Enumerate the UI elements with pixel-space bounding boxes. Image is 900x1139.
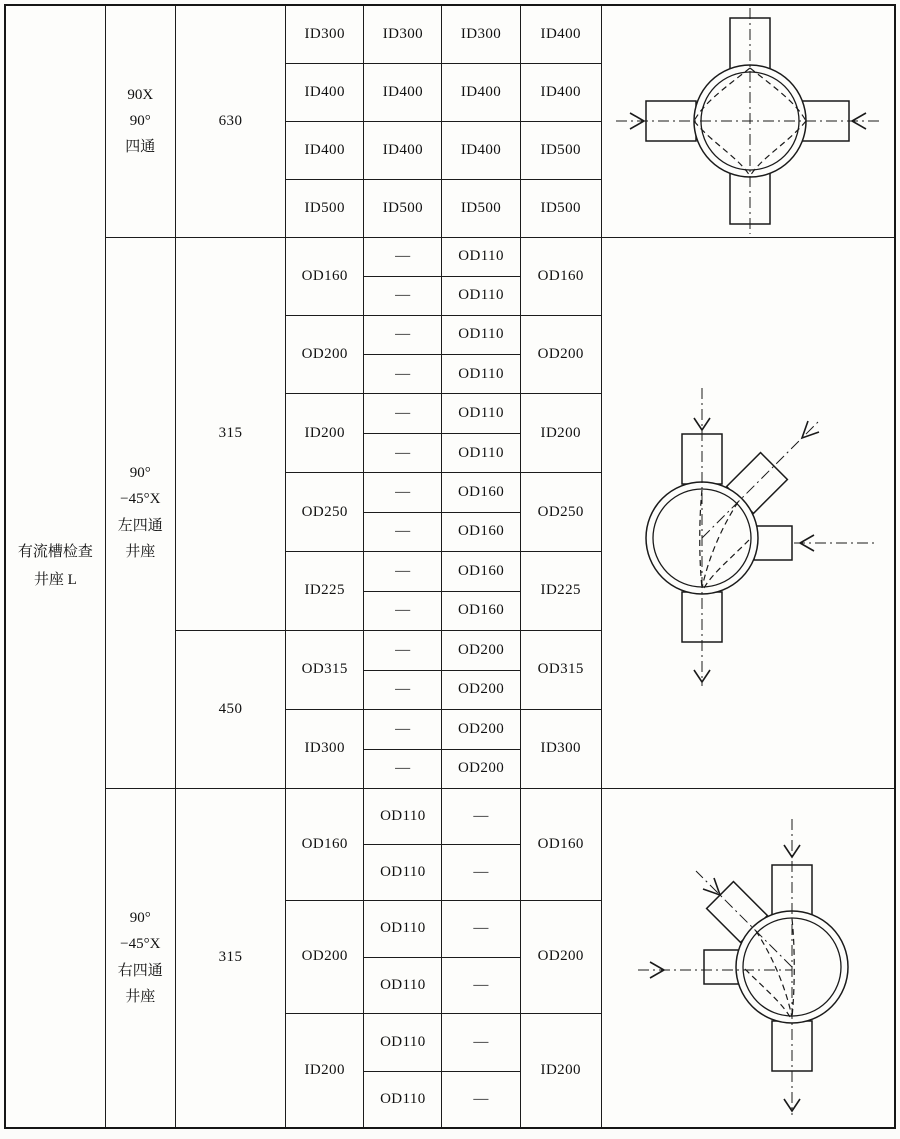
type-line: 90° bbox=[129, 113, 151, 130]
row-header-label bbox=[5, 5, 105, 1128]
blank-cell: — bbox=[364, 434, 442, 473]
right-four-way-diagram bbox=[602, 789, 894, 1127]
pipe-cell: ID300 bbox=[442, 5, 520, 63]
outlet-pipe-cell: ID200 bbox=[520, 1014, 601, 1128]
branch-pipe-cell: OD110 bbox=[442, 276, 520, 315]
type-line: 井座 bbox=[125, 543, 156, 560]
blank-cell: — bbox=[364, 591, 442, 630]
branch-pipe-cell: OD110 bbox=[442, 315, 520, 355]
blank-cell: — bbox=[364, 315, 442, 355]
type-line: 右四通 bbox=[117, 962, 163, 979]
main-pipe-cell: OD160 bbox=[286, 237, 364, 315]
branch-pipe-cell: OD110 bbox=[442, 237, 520, 276]
pipe-cell: ID400 bbox=[442, 63, 520, 121]
pipe-cell: ID400 bbox=[520, 5, 601, 63]
diagram-cell-right-four-way bbox=[601, 788, 895, 1128]
outlet-pipe-cell: OD200 bbox=[520, 315, 601, 394]
row-header-line2: 井座 L bbox=[33, 572, 77, 589]
type-line: 左四通 bbox=[117, 517, 163, 534]
outlet-pipe-cell: OD160 bbox=[520, 237, 601, 315]
outlet-pipe-cell: OD315 bbox=[520, 630, 601, 709]
type-line: 90° bbox=[129, 910, 151, 926]
chamber-base-spec-table bbox=[4, 4, 896, 1129]
blank-cell: — bbox=[364, 512, 442, 551]
pipe-cell: ID500 bbox=[442, 179, 520, 237]
type-line: −45°X bbox=[120, 936, 161, 953]
type-line: 井座 bbox=[125, 988, 156, 1005]
blank-cell: — bbox=[442, 958, 520, 1014]
branch-pipe-cell: OD110 bbox=[442, 394, 520, 434]
blank-cell: — bbox=[442, 844, 520, 900]
type-cell-cross bbox=[105, 5, 175, 237]
pipe-cell: ID500 bbox=[520, 121, 601, 179]
type-line: 90° bbox=[129, 465, 151, 481]
main-pipe-cell: OD200 bbox=[286, 900, 364, 1014]
main-pipe-cell: ID300 bbox=[286, 709, 364, 788]
table-row bbox=[5, 788, 895, 844]
blank-cell: — bbox=[364, 473, 442, 513]
branch-pipe-cell: OD110 bbox=[364, 844, 442, 900]
main-pipe-cell: ID225 bbox=[286, 551, 364, 630]
branch-pipe-cell: OD160 bbox=[442, 591, 520, 630]
cross-four-way-diagram-icon bbox=[602, 6, 893, 236]
pipe-cell: ID500 bbox=[286, 179, 364, 237]
type-cell-left-four-way bbox=[105, 237, 175, 788]
blank-cell: — bbox=[364, 276, 442, 315]
left-four-way-diagram bbox=[602, 238, 894, 788]
diagram-cell-cross-four-way bbox=[601, 5, 895, 237]
branch-pipe-cell: OD160 bbox=[442, 473, 520, 513]
blank-cell: — bbox=[442, 1014, 520, 1072]
type-cell-right-four-way bbox=[105, 788, 175, 1128]
branch-pipe-cell: OD160 bbox=[442, 512, 520, 551]
blank-cell: — bbox=[364, 630, 442, 670]
blank-cell: — bbox=[364, 551, 442, 591]
branch-pipe-cell: OD200 bbox=[442, 749, 520, 788]
pipe-cell: ID400 bbox=[520, 63, 601, 121]
branch-pipe-cell: OD200 bbox=[442, 670, 520, 709]
blank-cell: — bbox=[364, 749, 442, 788]
outlet-pipe-cell: OD160 bbox=[520, 788, 601, 900]
outlet-pipe-cell: OD200 bbox=[520, 900, 601, 1014]
pipe-cell: ID300 bbox=[286, 5, 364, 63]
main-pipe-cell: ID200 bbox=[286, 394, 364, 473]
main-pipe-cell: OD160 bbox=[286, 788, 364, 900]
type-line: 四通 bbox=[125, 139, 156, 156]
blank-cell: — bbox=[364, 237, 442, 276]
right-four-way-diagram-icon bbox=[602, 789, 893, 1127]
outlet-pipe-cell: ID300 bbox=[520, 709, 601, 788]
row-header-line1: 有流槽检查 bbox=[17, 543, 93, 560]
blank-cell: — bbox=[364, 355, 442, 394]
pipe-cell: ID500 bbox=[520, 179, 601, 237]
table-row bbox=[5, 237, 895, 276]
branch-pipe-cell: OD110 bbox=[364, 900, 442, 958]
size-cell: 450 bbox=[175, 630, 285, 788]
table-row bbox=[5, 5, 895, 63]
size-cell: 315 bbox=[175, 237, 285, 630]
branch-pipe-cell: OD110 bbox=[442, 434, 520, 473]
pipe-cell: ID300 bbox=[364, 5, 442, 63]
blank-cell: — bbox=[442, 900, 520, 958]
branch-pipe-cell: OD160 bbox=[442, 551, 520, 591]
blank-cell: — bbox=[364, 394, 442, 434]
pipe-cell: ID400 bbox=[286, 63, 364, 121]
cross-four-way-diagram bbox=[602, 6, 894, 236]
size-cell: 630 bbox=[175, 5, 285, 237]
pipe-cell: ID400 bbox=[286, 121, 364, 179]
pipe-cell: ID500 bbox=[364, 179, 442, 237]
branch-pipe-cell: OD200 bbox=[442, 630, 520, 670]
left-four-way-diagram-icon bbox=[602, 238, 893, 788]
blank-cell: — bbox=[442, 788, 520, 844]
main-pipe-cell: OD315 bbox=[286, 630, 364, 709]
pipe-cell: ID400 bbox=[364, 121, 442, 179]
blank-cell: — bbox=[442, 1072, 520, 1128]
branch-pipe-cell: OD110 bbox=[364, 958, 442, 1014]
outlet-pipe-cell: ID225 bbox=[520, 551, 601, 630]
branch-pipe-cell: OD200 bbox=[442, 709, 520, 749]
size-cell: 315 bbox=[175, 788, 285, 1128]
main-pipe-cell: OD200 bbox=[286, 315, 364, 394]
type-line: −45°X bbox=[120, 491, 161, 508]
branch-pipe-cell: OD110 bbox=[364, 788, 442, 844]
main-pipe-cell: OD250 bbox=[286, 473, 364, 552]
branch-pipe-cell: OD110 bbox=[364, 1014, 442, 1072]
blank-cell: — bbox=[364, 670, 442, 709]
blank-cell: — bbox=[364, 709, 442, 749]
outlet-pipe-cell: OD250 bbox=[520, 473, 601, 552]
outlet-pipe-cell: ID200 bbox=[520, 394, 601, 473]
diagram-cell-left-four-way bbox=[601, 237, 895, 788]
branch-pipe-cell: OD110 bbox=[442, 355, 520, 394]
pipe-cell: ID400 bbox=[364, 63, 442, 121]
main-pipe-cell: ID200 bbox=[286, 1014, 364, 1128]
pipe-cell: ID400 bbox=[442, 121, 520, 179]
branch-pipe-cell: OD110 bbox=[364, 1072, 442, 1128]
type-line: 90X bbox=[127, 86, 154, 103]
